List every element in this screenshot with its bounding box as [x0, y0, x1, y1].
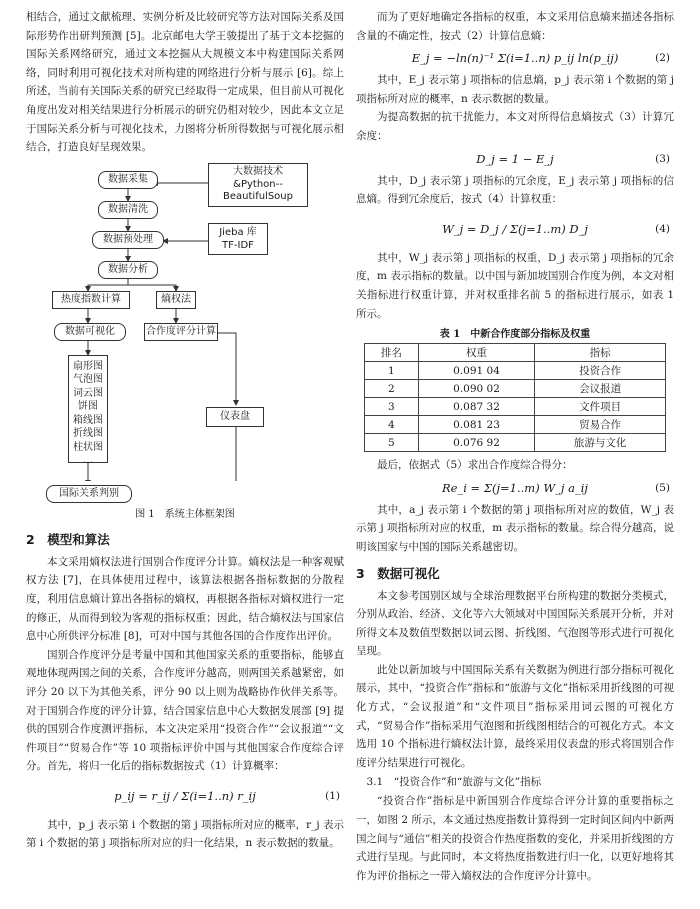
equation-1: [26, 776, 344, 816]
right-paragraph-5: 其中，W_j 表示第 j 项指标的权重，D_j 表示第 j 项指标的冗余度，m 表示指标的数量。以中国与新加坡国别合作度为例，本文对相关指标进行权重计算，并对权重排名前 5 的指标进行展示，如表 1 所示。: [356, 251, 674, 320]
equation-5-body: Re_i = Σ(j=1..m) W_j a_ij: [442, 480, 588, 495]
node-tech-jieba: Jieba 库 TF-IDF: [208, 223, 268, 255]
section-2-paragraph-3: 其中，p_j 表示第 i 个数据的第 j 项指标所对应的概率，r_j 表示第 i 个数据的第 j 项指标所对应的归一化结果，n 表示数据的数量。: [26, 818, 344, 850]
table-cell: 文件项目: [535, 398, 666, 416]
equation-3-number: (3): [655, 152, 670, 165]
table-row: [365, 434, 666, 452]
table-cell: 投资合作: [535, 362, 666, 380]
table-row: [365, 416, 666, 434]
equation-5: [356, 475, 674, 501]
equation-5-number: (5): [655, 481, 670, 494]
table-cell: 4: [365, 416, 419, 434]
equation-2: [356, 45, 674, 71]
chart-types-list: 扇形图 气泡图 词云图 饼图 箱线图 折线图 柱状图 …: [68, 355, 108, 463]
node-data-preprocess: 数据预处理: [92, 231, 164, 249]
section-2-paragraph-2: 国别合作度评分是考量中国和其他国家关系的重要指标，能够直观地体现两国之间的关系，合作度评分越高，则两国关系越紧密，如评分 20 以下为其他关系，评分 90 以上则为战略协作伙伴关系等。对于国别合作度的评分计算，结合国家信息中心大数据发展部 [9] 提供的国别合作度测评指标，本文决定采用“投资合作”“会议报道”“文件项目”“贸易合作”等 10 项指标评价中国与其他国家合作度综合评分。首先，将归一化后的指标数据按式（1）计算概率：: [26, 648, 344, 773]
equation-3-body: D_j = 1 − E_j: [476, 151, 554, 166]
node-data-analysis: 数据分析: [98, 261, 158, 279]
equation-4-body: W_j = D_j / Σ(j=1..m) D_j: [442, 221, 588, 236]
table-cell: 0.087 32: [418, 398, 535, 416]
left-column: [26, 8, 344, 853]
table-cell: 0.090 02: [418, 380, 535, 398]
table-header: 指标: [535, 344, 666, 362]
weights-table: [364, 343, 666, 452]
equation-2-number: (2): [655, 52, 670, 65]
table-header-row: [365, 344, 666, 362]
system-framework-diagram: [26, 163, 344, 499]
node-tech-bigdata: 大数据技术 &Python-- BeautifulSoup: [208, 163, 308, 207]
section-3-title: 3 数据可视化: [356, 565, 440, 581]
table-cell: 会议报道: [535, 380, 666, 398]
table-row: [365, 362, 666, 380]
table-header: 权重: [418, 344, 535, 362]
section-3-paragraph-2: 此处以新加坡与中国国际关系有关数据为例进行部分指标可视化展示，其中，“投资合作”指标和“旅游与文化”指标采用折线图的可视化方式，“会议报道”和“文件项目”指标采用词云图的可视化方式，“贸易合作”指标采用气泡图和折线图相结合的可视化方式。本文选用 10 个指标进行熵权法计算，最终采用仪表盘的形式将国别合作度评分结果进行可视化。: [356, 663, 674, 769]
section-3-1-title: 3.1 “投资合作”和“旅游与文化”指标: [366, 776, 542, 789]
equation-4-number: (4): [655, 222, 670, 235]
right-paragraph-3: 为提高数据的抗干扰能力，本文对所得信息熵按式（3）计算冗余度：: [356, 111, 674, 142]
table-cell: 贸易合作: [535, 416, 666, 434]
table-caption: 表 1 中新合作度部分指标及权重: [439, 329, 591, 341]
node-visualization: 数据可视化: [54, 323, 126, 341]
figure-caption: 图 1 系统主体框架图: [135, 508, 235, 520]
node-dashboard: 仪表盘: [206, 407, 264, 427]
table-cell: 3: [365, 398, 419, 416]
right-paragraph-7: 其中，a_j 表示第 i 个数据的第 j 项指标所对应的数值，W_j 表示第 j 项指标所对应的权重，m 表示指标的数量。综合得分越高，说明该国家与中国的国际关系越密切。: [356, 503, 674, 553]
table-row: [365, 380, 666, 398]
node-relation-judgement: 国际关系判别: [46, 485, 132, 503]
table-cell: 0.081 23: [418, 416, 535, 434]
equation-4: [356, 209, 674, 249]
table-cell: 旅游与文化: [535, 434, 666, 452]
right-paragraph-6: 最后，依据式（5）求出合作度综合得分：: [377, 459, 573, 472]
equation-1-body: p_ij = r_ij / Σ(i=1..n) r_ij: [114, 788, 256, 803]
table-cell: 1: [365, 362, 419, 380]
right-paragraph-2: 其中，E_j 表示第 j 项指标的信息熵，p_j 表示第 i 个数据的第 j 项指标所对应的概率，n 表示数据的数量。: [356, 74, 674, 105]
table-cell: 2: [365, 380, 419, 398]
section-3-1-paragraph-1: “投资合作”指标是中新国别合作度综合评分计算的重要指标之一，如图 2 所示，本文通过热度指数计算得到一定时间区间内中新两国之间与“通信”相关的投资合作热度指数的变化，并采用折线图的方式进行呈现。与此同时，本文将热度指数进行归一化，以更好地将其作为评价指标之一带入熵权法的合作度评分计算中。: [356, 795, 674, 882]
node-heat-index: 热度指数计算: [52, 291, 130, 309]
table-cell: 0.076 92: [418, 434, 535, 452]
table-cell: 5: [365, 434, 419, 452]
right-paragraph-1: 而为了更好地确定各指标的权重，本文采用信息熵来描述各指标含量的不确定性，按式（2）计算信息熵：: [356, 11, 674, 42]
section-2-paragraph-1: 本文采用熵权法进行国别合作度评分计算。熵权法是一种客观赋权方法 [7]，在具体使用过程中，该算法根据各指标数据的分散程度，利用信息熵计算出各指标的熵权，再根据各指标对熵权进行一定的修正，从而得到较为客观的指标权重；因此，结合熵权法与国家信息中心所供评分标准 [8]，可对中国与其他各国的合作度作出评价。: [26, 555, 344, 643]
section-3-paragraph-1: 本文参考国别区域与全球治理数据平台所构建的数据分类模式，分别从政治、经济、文化等六大领域对中国国际关系展开分析，并对所得文本及数值型数据以词云图、折线图、气泡图等形式进行可视化呈现。: [356, 589, 674, 658]
node-cooperation-score: 合作度评分计算: [144, 323, 218, 341]
table-cell: 0.091 04: [418, 362, 535, 380]
intro-paragraph: 相结合，通过文献梳理、实例分析及比较研究等方法对国际关系及国际形势作出研判预测 [5]。北京邮电大学王骏提出了基于文本挖掘的国际关系网络研究，通过文本挖掘从大规模文本中构建国际关系网络，同时利用可视化技术对所构建的网络进行分析与展示 [6]。综上所述，当前有关国际关系的研究已经取得一定成果，但目前从可视化角度出发对相关结果进行分析展示的研究仍相对较少，因此本文立足于国际关系分析与可视化技术，力图将分析所得数据与可视化展示相结合，打造良好呈现效果。: [26, 11, 344, 154]
right-column: [356, 8, 674, 885]
table-header: 排名: [365, 344, 419, 362]
section-2-title: 2 模型和算法: [26, 531, 110, 547]
equation-1-number: (1): [325, 789, 340, 802]
node-data-cleaning: 数据清洗: [98, 201, 158, 219]
node-data-collection: 数据采集: [98, 171, 158, 189]
right-paragraph-4: 其中，D_j 表示第 j 项指标的冗余度，E_j 表示第 j 项指标的信息熵。得到冗余度后，按式（4）计算权重：: [356, 174, 674, 206]
node-entropy: 熵权法: [156, 291, 196, 309]
table-row: [365, 398, 666, 416]
equation-3: [356, 146, 674, 172]
equation-2-body: E_j = −ln(n)⁻¹ Σ(i=1..n) p_ij ln(p_ij): [411, 51, 619, 66]
